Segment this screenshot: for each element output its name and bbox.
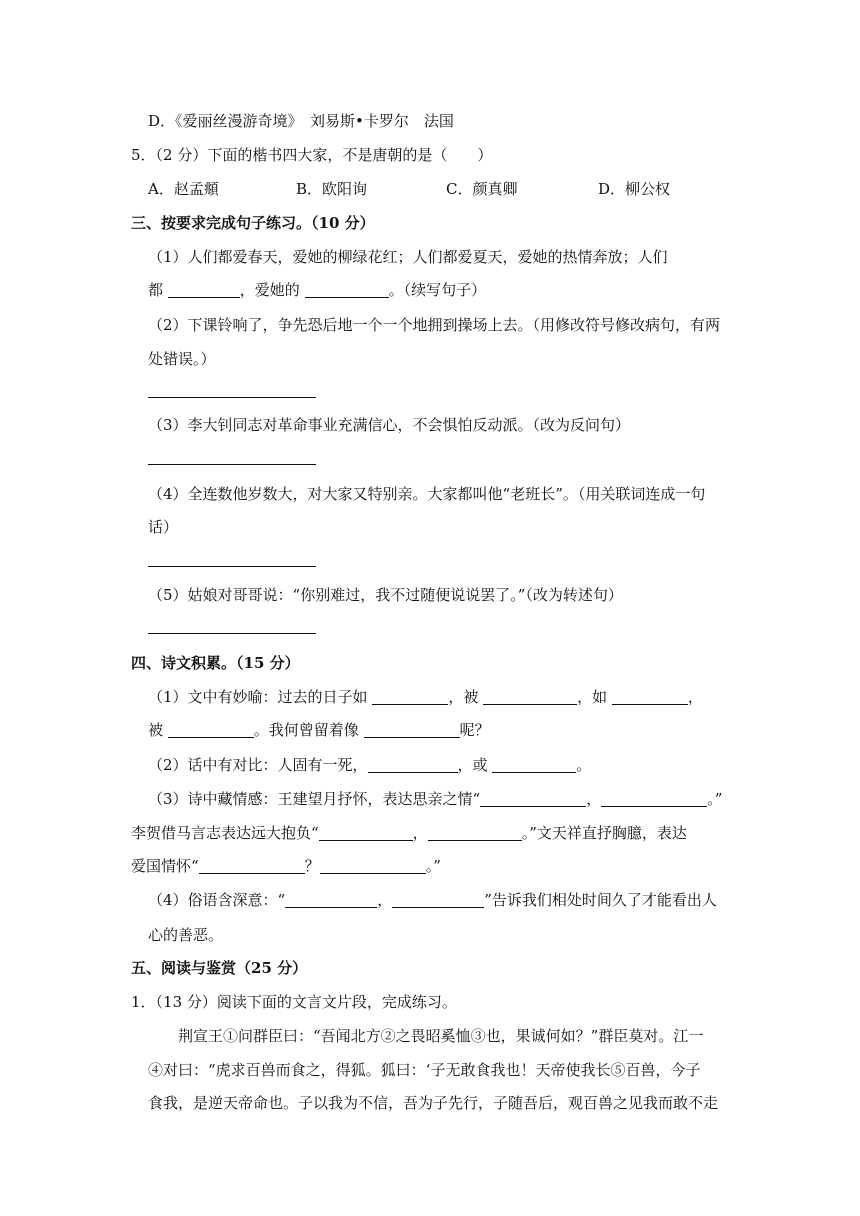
passage-line-2: ④对曰：“虎求百兽而食之，得狐。狐曰：‘子无敢食我也！天帝使我长⑤百兽，今子	[148, 1061, 701, 1079]
s4-q2-line	[148, 755, 591, 775]
s4-q3-text6: 。”文天祥直抒胸臆，表达	[521, 824, 687, 842]
s4-q1-text1: （1）文中有妙喻：过去的日子如	[148, 688, 373, 706]
s3-q4-line2: 话）	[148, 518, 179, 536]
s4-q3-text2: ，	[586, 790, 602, 808]
s4-q1-blank4[interactable]	[168, 721, 254, 738]
s3-q1-text1: 都	[148, 281, 168, 299]
s3-q2-line1: （2）下课铃响了，争先恐后地一个一个地拥到操场上去。（用修改符号修改病句，有两	[148, 316, 721, 334]
s4-q1-text7: 呢？	[459, 721, 490, 739]
s4-q3-text1: （3）诗中藏情感：王建望月抒怀，表达思亲之情“	[148, 790, 481, 808]
s3-q4-answer-line[interactable]	[148, 566, 316, 567]
s4-q3-blank6[interactable]	[320, 857, 426, 874]
s4-q4-text2: ，	[377, 891, 393, 909]
s4-q1-text4: ，	[687, 688, 703, 706]
s4-q2-blank2[interactable]	[492, 756, 576, 773]
s4-q3-blank3[interactable]	[319, 824, 413, 841]
s3-q1-text2: ，爱她的	[239, 281, 305, 299]
s3-q1-line1: （1）人们都爱春天，爱她的柳绿花红；人们都爱夏天，爱她的热情奔放；人们	[148, 248, 668, 266]
s4-q4-text1: （4）俗语含深意：“	[148, 891, 286, 909]
s4-q3-blank4[interactable]	[428, 824, 522, 841]
s4-q1-text6: 。我何曾留着像	[253, 721, 364, 739]
s3-q5-answer-line[interactable]	[148, 633, 316, 634]
s4-q3-text9: 。”	[425, 857, 441, 875]
s4-q1-blank2[interactable]	[483, 688, 577, 705]
s4-q4-line1	[148, 890, 717, 910]
s4-q1-blank3[interactable]	[612, 688, 688, 705]
passage-line-3: 食我，是逆天帝命也。子以我为不信，吾为子先行，子随吾后，观百兽之见我而敢不走	[148, 1094, 719, 1112]
s4-q1-text3: ，如	[577, 688, 612, 706]
s4-q2-text3: 。	[576, 756, 592, 774]
s3-q1-line2	[148, 280, 486, 300]
s4-q3-blank2[interactable]	[601, 790, 707, 807]
s4-q4-line2: 心的善恶。	[148, 926, 224, 944]
s4-q4-blank1[interactable]	[285, 891, 377, 908]
s4-q4-blank2[interactable]	[392, 891, 484, 908]
passage-line-1: 荆宣王①问群臣曰：“吾闻北方②之畏昭奚恤③也，果诚何如？”群臣莫对。江一	[178, 1027, 704, 1045]
s4-q3-line3	[131, 856, 441, 876]
s4-q1-text2: ，被	[448, 688, 484, 706]
s3-q1-text3: 。（续写句子）	[388, 281, 487, 299]
s3-q4-line1: （4）全连数他岁数大，对大家又特别亲。大家都叫他“老班长”。（用关联词连成一句	[148, 485, 706, 503]
s4-q1-blank1[interactable]	[372, 688, 448, 705]
s4-q2-blank1[interactable]	[368, 756, 458, 773]
s3-q3: （3）李大钊同志对革命事业充满信心，不会惧怕反动派。（改为反问句）	[148, 416, 631, 434]
s3-q5: （5）姑娘对哥哥说：“你别难过，我不过随便说说罢了。”（改为转述句）	[148, 586, 623, 604]
s4-q3-line1	[148, 789, 722, 809]
s4-q3-text8: ？	[304, 857, 320, 875]
q4-option-d: D．《爱丽丝漫游奇境》 刘易斯•卡罗尔 法国	[148, 112, 454, 130]
section4-title: 四、诗文积累。（15 分）	[131, 654, 300, 672]
s4-q1-line2	[148, 720, 490, 740]
s3-q1-blank2[interactable]	[305, 281, 389, 298]
s4-q1-line1	[148, 687, 703, 707]
s4-q2-text1: （2）话中有对比：人固有一死，	[148, 756, 368, 774]
s4-q1-blank5[interactable]	[364, 721, 460, 738]
s4-q4-text3: ”告诉我们相处时间久了才能看出人	[484, 891, 717, 909]
s4-q3-text5: ，	[412, 824, 428, 842]
s5-q1-stem: 1．（13 分）阅读下面的文言文片段，完成练习。	[131, 993, 457, 1011]
s4-q3-text4: 李贺借马言志表达远大抱负“	[131, 824, 319, 842]
s3-q2-line2: 处错误。）	[148, 350, 216, 368]
s3-q3-answer-line[interactable]	[148, 464, 316, 465]
q5-option-c: C．颜真卿	[446, 180, 518, 198]
q5-option-b: B．欧阳询	[296, 180, 368, 198]
s4-q1-text5: 被	[148, 721, 168, 739]
section3-title: 三、按要求完成句子练习。（10 分）	[131, 214, 375, 232]
q5-option-d: D．柳公权	[598, 180, 671, 198]
s4-q3-text7: 爱国情怀“	[131, 857, 199, 875]
s3-q1-blank1[interactable]	[168, 281, 240, 298]
q5-stem: 5．（2 分）下面的楷书四大家，不是唐朝的是（ ）	[131, 146, 493, 164]
s3-q2-answer-line[interactable]	[148, 397, 316, 398]
s4-q3-blank1[interactable]	[480, 790, 586, 807]
s4-q3-line2	[131, 823, 687, 843]
s4-q3-blank5[interactable]	[199, 857, 305, 874]
section5-title: 五、阅读与鉴赏（25 分）	[131, 959, 308, 977]
s4-q3-text3: 。”	[707, 790, 723, 808]
s4-q2-text2: ，或	[457, 756, 493, 774]
q5-option-a: A．赵孟頫	[148, 180, 219, 198]
